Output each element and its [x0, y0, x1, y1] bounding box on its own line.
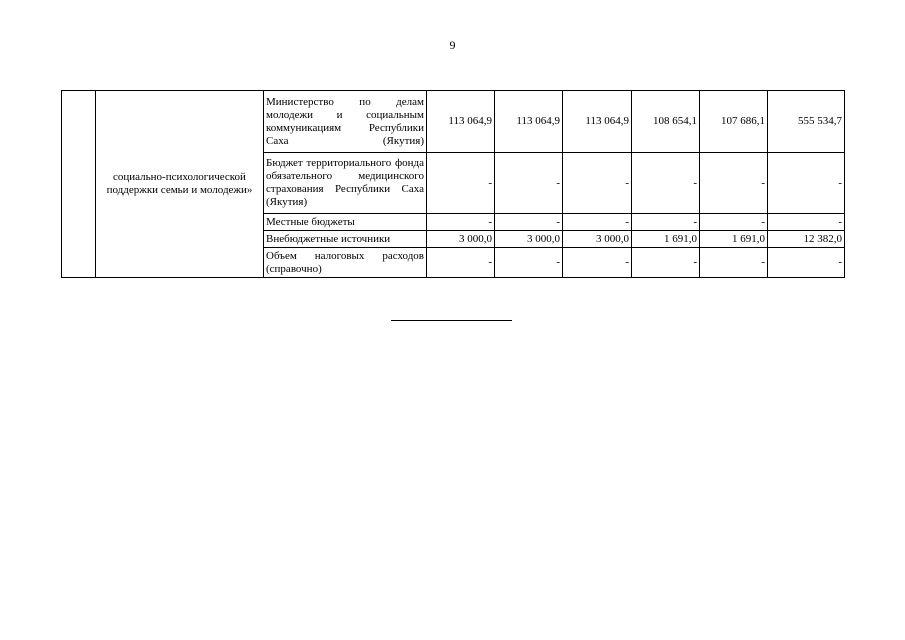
value-cell: 3 000,0	[563, 231, 632, 248]
budget-table	[61, 90, 845, 278]
value-cell: -	[563, 214, 632, 231]
value-cell: -	[563, 248, 632, 278]
executor-cell: Объем налоговых расходов (справочно)	[264, 248, 427, 278]
executor-cell: Бюджет территориального фонда обязательного медицинского страхования Республики Саха (Якутия)	[264, 153, 427, 214]
value-cell: -	[768, 248, 845, 278]
value-cell: 1 691,0	[632, 231, 700, 248]
value-cell: -	[632, 214, 700, 231]
value-cell: -	[427, 248, 495, 278]
executor-cell: Министерство по делам молодежи и социальным коммуникациям Республики Саха (Якутия)	[264, 91, 427, 153]
page-number: 9	[449, 38, 456, 52]
index-cell	[62, 91, 96, 278]
value-cell: 113 064,9	[563, 91, 632, 153]
value-cell: -	[427, 214, 495, 231]
value-cell: -	[700, 248, 768, 278]
value-cell: -	[768, 153, 845, 214]
value-cell: 107 686,1	[700, 91, 768, 153]
value-cell: 3 000,0	[495, 231, 563, 248]
value-cell: 555 534,7	[768, 91, 845, 153]
value-cell: -	[495, 153, 563, 214]
value-cell: -	[427, 153, 495, 214]
value-cell: -	[700, 214, 768, 231]
program-name-cell: социально-психологической поддержки семьи и молодежи»	[96, 91, 264, 278]
value-cell: 12 382,0	[768, 231, 845, 248]
executor-cell: Внебюджетные источники	[264, 231, 427, 248]
value-cell: 113 064,9	[427, 91, 495, 153]
value-cell: 113 064,9	[495, 91, 563, 153]
value-cell: -	[632, 153, 700, 214]
value-cell: -	[563, 153, 632, 214]
value-cell: -	[495, 248, 563, 278]
value-cell: -	[700, 153, 768, 214]
value-cell: -	[768, 214, 845, 231]
table-row	[62, 91, 845, 153]
footnote-separator-line	[391, 320, 512, 321]
value-cell: 1 691,0	[700, 231, 768, 248]
executor-cell: Местные бюджеты	[264, 214, 427, 231]
value-cell: -	[495, 214, 563, 231]
value-cell: -	[632, 248, 700, 278]
value-cell: 108 654,1	[632, 91, 700, 153]
value-cell: 3 000,0	[427, 231, 495, 248]
